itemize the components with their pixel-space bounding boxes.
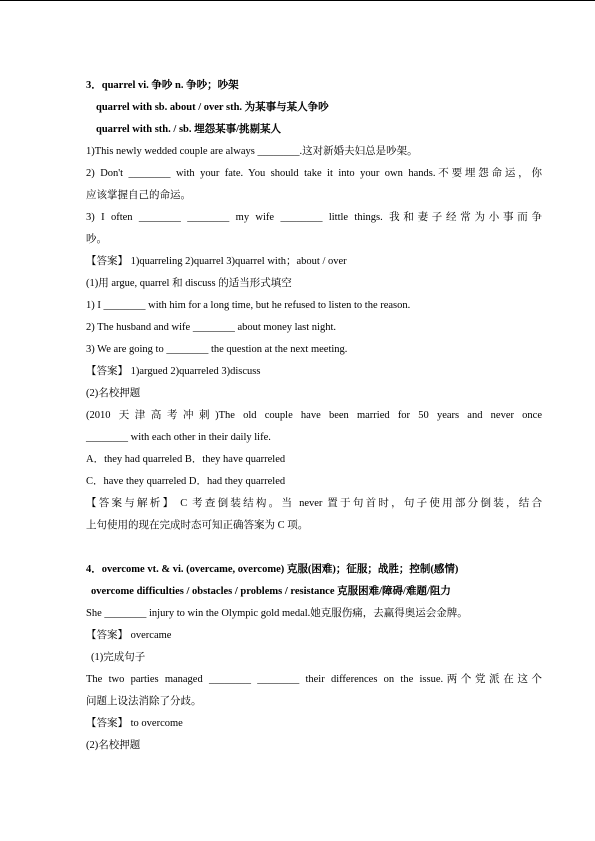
example-line: 3) I often ________ ________ my wife ________ little things. 我和妻子经常为小事而争 bbox=[86, 212, 542, 223]
example-line: 2) Don't ________ with your fate. You should take it into your own hands.不要埋怨命运，你 bbox=[86, 168, 542, 179]
exercise-line: 3) We are going to ________ the question at the next meeting. bbox=[86, 344, 348, 355]
example-line: 1)This newly wedded couple are always ________.这对新婚夫妇总是吵架。 bbox=[86, 146, 418, 157]
exercise-line: 2) The husband and wife ________ about money last night. bbox=[86, 322, 337, 333]
phrase-quarrel-with: quarrel with sth. / sb. 埋怨某事/挑剔某人 bbox=[96, 124, 282, 135]
exercise-line: 1) I ________ with him for a long time, but he refused to listen to the reason. bbox=[86, 300, 411, 311]
answer-line: 【答案】 1)quarreling 2)quarrel 3)quarrel with；about / over bbox=[86, 256, 347, 267]
question-line: ________ with each other in their daily life. bbox=[86, 432, 271, 443]
exercise-heading: (1)用 argue, quarrel 和 discuss 的适当形式填空 bbox=[86, 278, 292, 289]
exercise-heading: (2)名校押题 bbox=[86, 388, 141, 399]
answer-explanation-line: 上句使用的现在完成时态可知正确答案为 C 项。 bbox=[86, 520, 309, 531]
option-line: A．they had quarreled B．they have quarreled bbox=[86, 454, 286, 465]
phrase-quarrel-about: quarrel with sb. about / over sth. 为某事与某人争吵 bbox=[96, 102, 329, 113]
exercise-heading: (1)完成句子 bbox=[91, 652, 146, 663]
heading-quarrel: 3．quarrel vi. 争吵 n. 争吵；吵架 bbox=[86, 80, 239, 91]
answer-line: 【答案】 overcame bbox=[86, 630, 172, 641]
exercise-line: The two parties managed ________ ________ their differences on the issue.两个党派在这个 bbox=[86, 674, 542, 685]
example-line: 应该掌握自己的命运。 bbox=[86, 190, 191, 201]
heading-overcome: 4．overcome vt. & vi. (overcame, overcome) 克服(困难)；征服；战胜；控制(感情) bbox=[86, 564, 459, 575]
top-border-line bbox=[0, 0, 595, 1]
question-line: (2010 天津高考冲刺)The old couple have been married for 50 years and never once bbox=[86, 410, 542, 421]
exercise-heading: (2)名校押题 bbox=[86, 740, 141, 751]
example-line: She ________ injury to win the Olympic gold medal.她克服伤痛，去赢得奥运会金牌。 bbox=[86, 608, 468, 619]
example-line: 吵。 bbox=[86, 234, 107, 245]
answer-line: 【答案】 to overcome bbox=[86, 718, 183, 729]
answer-explanation-line: 【答案与解析】 C 考查倒装结构。当 never 置于句首时，句子使用部分倒装，结合 bbox=[86, 498, 542, 509]
phrase-overcome: overcome difficulties / obstacles / problems / resistance 克服困难/障碍/难题/阻力 bbox=[91, 586, 451, 597]
option-line: C．have they quarreled D．had they quarreled bbox=[86, 476, 286, 487]
exercise-line: 问题上设法消除了分歧。 bbox=[86, 696, 202, 707]
answer-line: 【答案】 1)argued 2)quarreled 3)discuss bbox=[86, 366, 261, 377]
